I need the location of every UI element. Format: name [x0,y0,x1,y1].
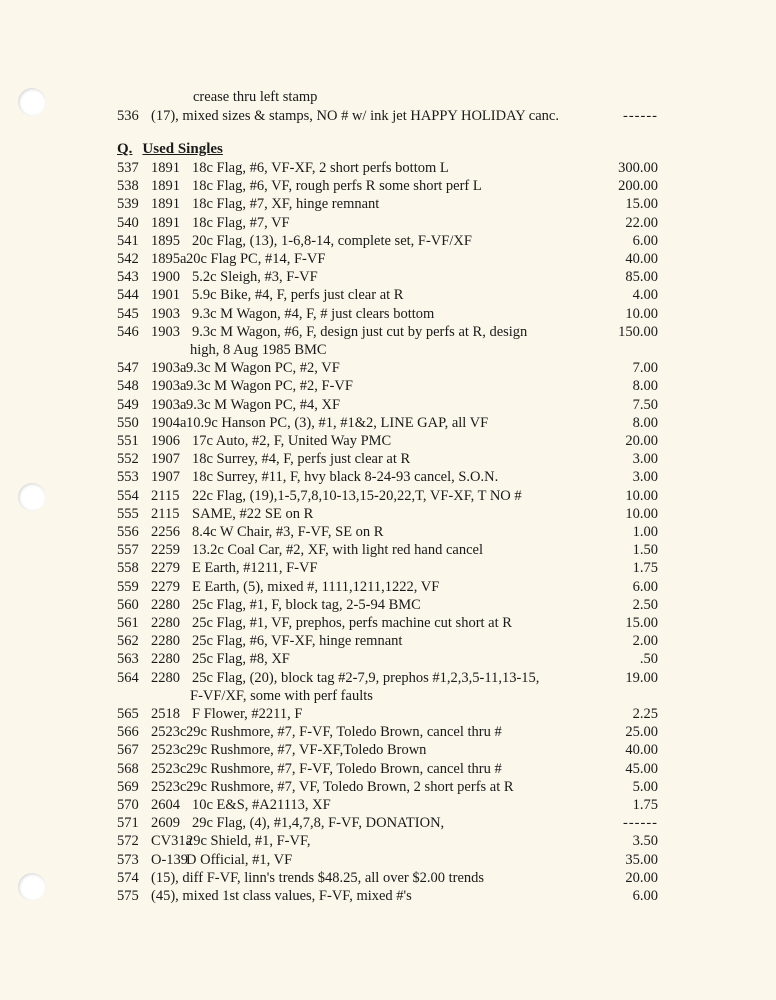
catalog-number: 1907 [151,451,180,468]
lot-description: 13.2c Coal Car, #2, XF, with light red hand cancel [192,542,484,559]
section-title: Used Singles [142,141,223,157]
lot-number: 550 [117,414,139,431]
lot-description: 9.3c M Wagon, #6, F, design just cut by perfs at R, design [192,323,528,340]
lot-row [0,831,776,851]
lot-row [0,795,776,815]
lot-description: 22c Flag, (19),1-5,7,8,10-13,15-20,22,T, VF-XF, T NO # [192,487,522,504]
lot-number: 571 [117,815,139,832]
catalog-number: 1901 [151,287,180,304]
lot-price: ------ [623,815,658,832]
catalog-number: 1895 [151,232,180,249]
lot-row [0,395,776,415]
lot-number: 570 [117,797,139,813]
lot-number: 567 [117,742,139,759]
lot-number: 564 [117,669,139,686]
lot-description: 29c Flag, (4), #1,4,7,8, F-VF, DONATION, [192,815,445,832]
lot-price: 19.00 [625,669,658,686]
lot-number: 560 [117,596,139,613]
lot-number: 556 [117,524,139,540]
lot-row [0,649,776,669]
continuation-line [0,87,776,107]
lot-number: 536 [117,108,139,124]
catalog-number: 1895a [151,251,187,267]
lot-row [0,431,776,451]
lot-description: 10.9c Hanson PC, (3), #1, #1&2, LINE GAP, all VF [186,414,489,431]
catalog-number: 2280 [151,596,180,613]
lot-row [0,504,776,524]
lot-price: 15.00 [625,196,658,213]
lot-description: 18c Flag, #7, XF, hinge remnant [192,196,380,213]
lot-price: 2.25 [632,706,658,722]
lot-row [0,304,776,324]
lot-number: 544 [117,287,139,304]
lot-number: 557 [117,542,139,559]
lot-number: 548 [117,378,139,395]
lot-number: 542 [117,251,139,267]
lot-price: 40.00 [625,742,658,759]
catalog-number: 2523c [151,778,187,795]
lot-number: 555 [117,505,139,522]
lot-row [0,449,776,469]
lot-number: 569 [117,778,139,795]
catalog-number: 1903a [151,396,187,413]
lot-row [0,813,776,833]
lot-price: 35.00 [625,851,658,868]
lot-price: 40.00 [625,251,658,267]
lot-price: 6.00 [632,888,658,904]
catalog-number: 1907 [151,469,180,486]
lot-row [0,558,776,578]
lot-row [0,249,776,269]
lot-price: 20.00 [625,869,658,886]
lot-row [0,522,776,542]
lot-description: SAME, #22 SE on R [192,505,314,522]
lot-description: 29c Shield, #1, F-VF, [186,833,311,850]
lot-number: 561 [117,615,139,631]
catalog-number: 2609 [151,815,180,832]
lot-row [0,285,776,305]
lot-row [0,486,776,506]
catalog-number: 1903 [151,305,180,322]
lot-number: 568 [117,760,139,777]
catalog-number: 2280 [151,633,180,650]
lot-row [0,631,776,651]
lot-price: 1.75 [632,560,658,577]
catalog-number: 2280 [151,615,180,631]
catalog-number: 2115 [151,505,180,522]
lot-row [0,158,776,178]
catalog-number: 2256 [151,524,180,540]
lot-row [0,194,776,214]
catalog-number: 2115 [151,487,180,504]
lot-row [0,759,776,779]
lot-number: 537 [117,160,139,176]
lot-price: 150.00 [618,323,658,340]
lot-row [0,176,776,196]
lot-description: (15), diff F-VF, linn's trends $48.25, all over $2.00 trends [151,869,485,886]
lot-number: 545 [117,305,139,322]
lot-row [0,740,776,760]
lot-price: 22.00 [625,214,658,231]
catalog-number: 2279 [151,560,180,577]
lot-number: 547 [117,360,139,377]
lot-number: 553 [117,469,139,486]
lot-continuation-row [0,340,776,360]
lot-number: 574 [117,869,139,886]
lot-description: 18c Flag, #6, VF, rough perfs R some short perf L [192,178,482,195]
lot-description-continued: F-VF/XF, some with perf faults [190,687,373,704]
lot-price: 3.00 [632,451,658,468]
lot-description: 25c Flag, #6, VF-XF, hinge remnant [192,633,403,650]
lot-number: 540 [117,214,139,231]
catalog-number: 2280 [151,651,180,668]
lot-description: 18c Flag, #7, VF [192,214,290,231]
lot-price: 3.50 [632,833,658,850]
lot-number: 541 [117,232,139,249]
section-letter: Q. [117,141,133,157]
catalog-number: 1904a [151,414,187,431]
lot-description: F Flower, #2211, F [192,706,303,722]
catalog-number: 1903a [151,378,187,395]
catalog-number: 1900 [151,269,180,286]
lot-price: 20.00 [625,433,658,449]
catalog-number: 2523c [151,760,187,777]
lot-price: 8.00 [632,378,658,395]
lot-row [0,213,776,233]
lot-description: (45), mixed 1st class values, F-VF, mixed #'s [151,888,412,904]
lot-description: 5.2c Sleigh, #3, F-VF [192,269,318,286]
catalog-number: 1891 [151,160,180,176]
catalog-number: 2279 [151,578,180,595]
catalog-number: 2523c [151,742,187,759]
lot-row [0,540,776,560]
lot-row [0,376,776,396]
catalog-number: 1903 [151,323,180,340]
lot-row [0,267,776,287]
lot-price: 8.00 [632,414,658,431]
lot-description: 9.3c M Wagon, #4, F, # just clears bottom [192,305,435,322]
lot-price: 25.00 [625,724,658,741]
lot-number: 546 [117,323,139,340]
lot-row [0,886,776,906]
catalog-number: 1903a [151,360,187,377]
catalog-number: O-139 [151,851,189,868]
lot-description: 9.3c M Wagon PC, #2, F-VF [186,378,353,395]
catalog-number: 2518 [151,706,180,722]
lot-description: 29c Rushmore, #7, VF-XF,Toledo Brown [186,742,427,759]
lot-description: 5.9c Bike, #4, F, perfs just clear at R [192,287,404,304]
lot-description: 25c Flag, #1, F, block tag, 2-5-94 BMC [192,596,421,613]
lot-continuation-row [0,686,776,706]
lot-row-536 [0,106,776,126]
lot-price: 15.00 [625,615,658,631]
lot-row [0,467,776,487]
catalog-number: 2604 [151,797,180,813]
lot-description: 9.3c M Wagon PC, #4, XF [186,396,341,413]
lot-price: .50 [639,651,658,668]
lot-price: 2.50 [632,596,658,613]
lot-row [0,577,776,597]
lot-price: 5.00 [632,778,658,795]
catalog-number: 2259 [151,542,180,559]
lot-description: E Earth, #1211, F-VF [192,560,318,577]
catalog-number: 2523c [151,724,187,741]
lot-price: 300.00 [618,160,658,176]
lot-row [0,322,776,342]
lot-number: 554 [117,487,139,504]
lot-number: 562 [117,633,139,650]
lot-description: 20c Flag PC, #14, F-VF [186,251,326,267]
lot-price: 1.00 [632,524,658,540]
lot-number: 552 [117,451,139,468]
lot-description: 17c Auto, #2, F, United Way PMC [192,433,392,449]
lot-price: 1.50 [632,542,658,559]
lot-number: 575 [117,888,139,904]
catalog-number: 1891 [151,178,180,195]
lot-price: 200.00 [618,178,658,195]
lot-number: 538 [117,178,139,195]
lot-number: 566 [117,724,139,741]
lot-description: 25c Flag, (20), block tag #2-7,9, prephos #1,2,3,5-11,13-15, [192,669,540,686]
lot-description: 25c Flag, #1, VF, prephos, perfs machine cut short at R [192,615,512,631]
lot-price: 7.50 [632,396,658,413]
lot-price: 10.00 [625,487,658,504]
lot-price: 6.00 [632,578,658,595]
continuation-text: crease thru left stamp [193,89,318,105]
lot-number: 559 [117,578,139,595]
lot-description: 10c E&S, #A21113, XF [192,797,331,813]
lot-row [0,358,776,378]
lot-number: 565 [117,706,139,722]
lot-price: 4.00 [632,287,658,304]
lot-row [0,613,776,633]
lot-price: 1.75 [632,797,658,813]
lot-description: 29c Rushmore, #7, VF, Toledo Brown, 2 short perfs at R [186,778,514,795]
lot-number: 563 [117,651,139,668]
lot-description: 29c Rushmore, #7, F-VF, Toledo Brown, cancel thru # [186,724,502,741]
lot-description: 20c Flag, (13), 1-6,8-14, complete set, F-VF/XF [192,232,472,249]
lot-price: 2.00 [632,633,658,650]
lot-number: 549 [117,396,139,413]
lot-row [0,868,776,888]
lot-row [0,413,776,433]
lot-description: 29c Rushmore, #7, F-VF, Toledo Brown, cancel thru # [186,760,502,777]
lot-row [0,777,776,797]
lot-price: 6.00 [632,232,658,249]
lot-row [0,231,776,251]
lot-description: 8.4c W Chair, #3, F-VF, SE on R [192,524,384,540]
lot-price: 10.00 [625,505,658,522]
lot-description-continued: high, 8 Aug 1985 BMC [190,342,327,358]
catalog-number: CV31a [151,833,193,850]
lot-price: 10.00 [625,305,658,322]
catalog-number: 1891 [151,196,180,213]
section-heading [117,139,223,159]
lot-description: D Official, #1, VF [186,851,293,868]
lot-row [0,595,776,615]
lot-description: 25c Flag, #8, XF [192,651,290,668]
lot-price: 3.00 [632,469,658,486]
lot-number: 572 [117,833,139,850]
lot-description: (17), mixed sizes & stamps, NO # w/ ink jet HAPPY HOLIDAY canc. [151,108,559,124]
catalog-number: 1891 [151,214,180,231]
lot-description: E Earth, (5), mixed #, 1111,1211,1222, VF [192,578,440,595]
catalog-number: 2280 [151,669,180,686]
lot-description: 18c Flag, #6, VF-XF, 2 short perfs bottom L [192,160,449,176]
catalog-number: 1906 [151,433,180,449]
lot-number: 573 [117,851,139,868]
lot-row [0,704,776,724]
lot-number: 539 [117,196,139,213]
lot-price: ------ [623,108,658,124]
lot-price: 85.00 [625,269,658,286]
lot-description: 18c Surrey, #11, F, hvy black 8-24-93 cancel, S.O.N. [192,469,499,486]
lot-price: 45.00 [625,760,658,777]
lot-price: 7.00 [632,360,658,377]
lot-description: 18c Surrey, #4, F, perfs just clear at R [192,451,411,468]
lot-number: 558 [117,560,139,577]
lot-row [0,850,776,870]
lot-description: 9.3c M Wagon PC, #2, VF [186,360,340,377]
lot-number: 543 [117,269,139,286]
lot-row [0,722,776,742]
lot-row [0,668,776,688]
lot-number: 551 [117,433,139,449]
